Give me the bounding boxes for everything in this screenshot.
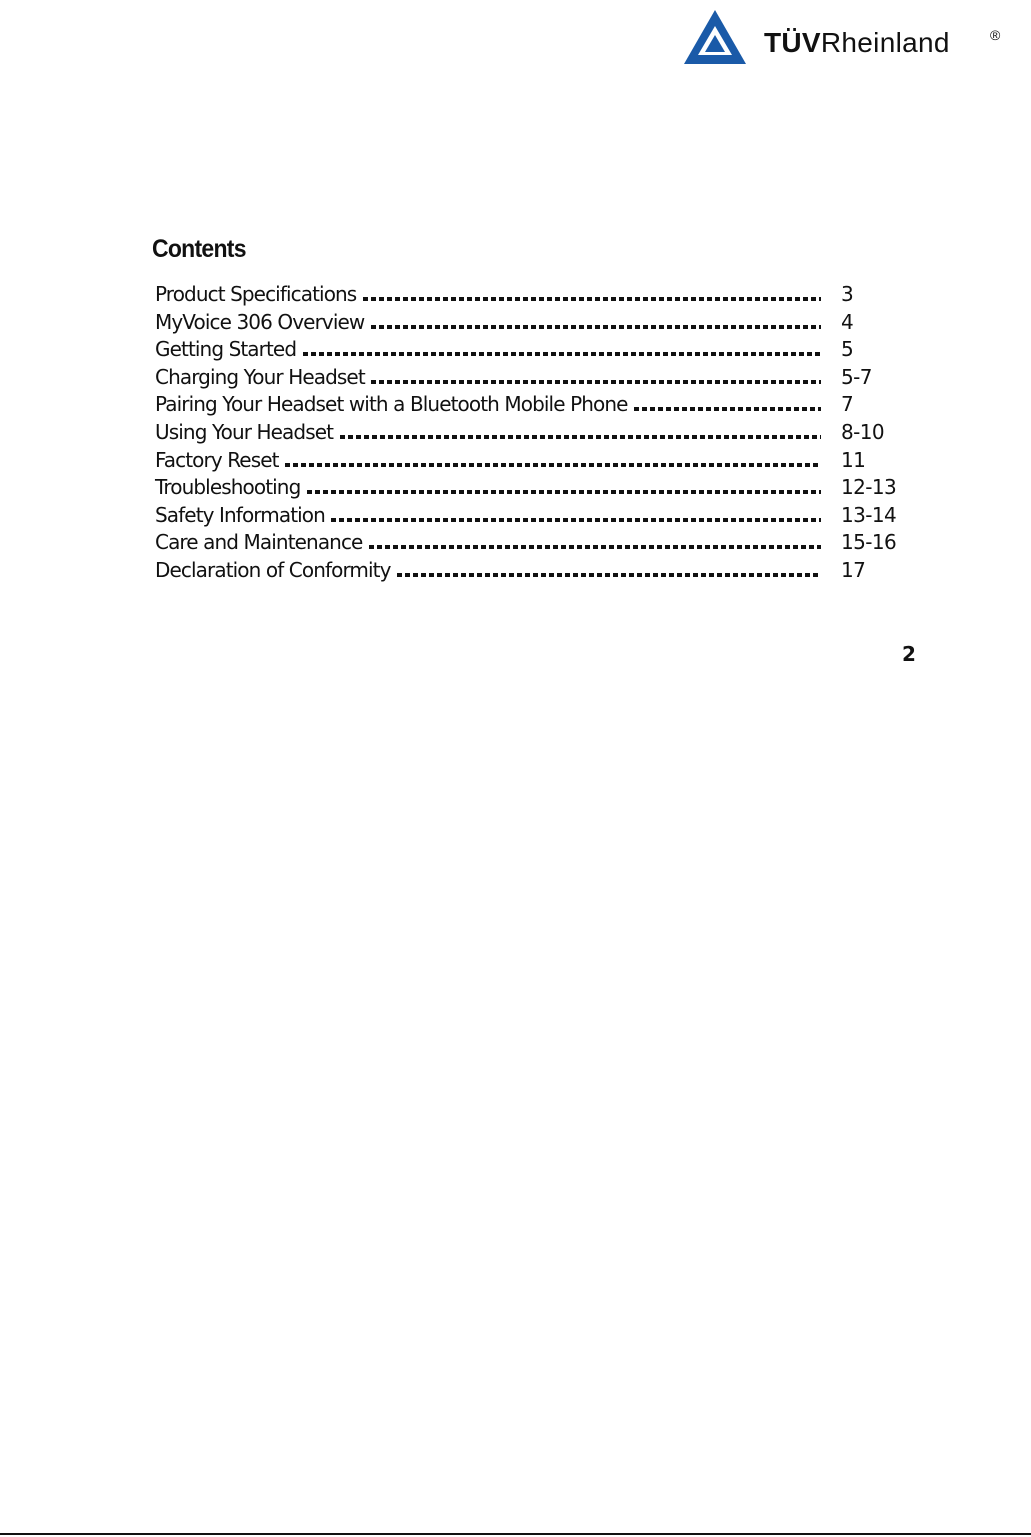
toc-entry-label: Getting Started (155, 337, 297, 362)
bottom-rule (0, 1533, 1031, 1535)
toc-entry-page: 7 (841, 392, 854, 417)
toc-entry-label: Troubleshooting (155, 475, 301, 500)
toc-entry[interactable] (155, 281, 905, 309)
dot-leader (369, 545, 821, 549)
toc-entry-label: MyVoice 306 Overview (155, 309, 365, 334)
dot-leader (303, 352, 821, 356)
dot-leader (363, 297, 821, 301)
toc-entry[interactable] (155, 364, 905, 392)
dot-leader (634, 407, 821, 411)
dot-leader (397, 573, 821, 577)
dot-leader (371, 380, 821, 384)
toc-entry[interactable] (155, 419, 905, 447)
toc-entry[interactable] (155, 502, 905, 530)
toc-entry[interactable] (155, 557, 905, 585)
toc-entry-label: Product Specifications (155, 282, 357, 306)
toc-entry[interactable] (155, 474, 905, 502)
dot-leader (331, 518, 821, 522)
toc-entry-page: 17 (841, 557, 866, 582)
toc-entry-page: 4 (841, 309, 854, 334)
toc-entry-page: 3 (841, 282, 854, 306)
logo-wordmark (764, 27, 950, 59)
toc-entry-label: Using Your Headset (155, 419, 334, 444)
toc-entry-page: 11 (841, 447, 866, 472)
toc-entry[interactable] (155, 529, 905, 557)
logo-text-regular: Rheinland (820, 27, 950, 58)
dot-leader (285, 463, 821, 467)
toc-entry-label: Safety Information (155, 502, 325, 527)
toc-entry-page: 8-10 (841, 419, 884, 444)
dot-leader (307, 490, 821, 494)
tuv-rheinland-logo (682, 8, 1012, 68)
toc-entry-page: 15-16 (841, 530, 897, 555)
table-of-contents (155, 281, 905, 585)
contents-title: Contents (152, 235, 246, 263)
dot-leader (340, 435, 821, 439)
dot-leader (371, 325, 821, 329)
toc-entry-label: Pairing Your Headset with a Bluetooth Mobile Phone (155, 392, 628, 417)
registered-mark: ® (990, 27, 1001, 43)
toc-entry-page: 5 (841, 337, 854, 362)
toc-entry[interactable] (155, 447, 905, 475)
toc-entry[interactable] (155, 391, 905, 419)
toc-entry[interactable] (155, 309, 905, 337)
page-number: 2 (902, 642, 916, 666)
triangle-logo-icon (682, 8, 748, 66)
toc-entry-label: Declaration of Conformity (155, 557, 391, 582)
toc-entry-label: Factory Reset (155, 447, 279, 472)
toc-entry-page: 12-13 (841, 475, 897, 500)
toc-entry-label: Charging Your Headset (155, 364, 365, 389)
toc-entry-label: Care and Maintenance (155, 530, 363, 555)
toc-entry-page: 5-7 (841, 364, 872, 389)
toc-entry[interactable] (155, 336, 905, 364)
logo-text-bold: TÜV (764, 27, 821, 58)
toc-entry-page: 13-14 (841, 502, 897, 527)
